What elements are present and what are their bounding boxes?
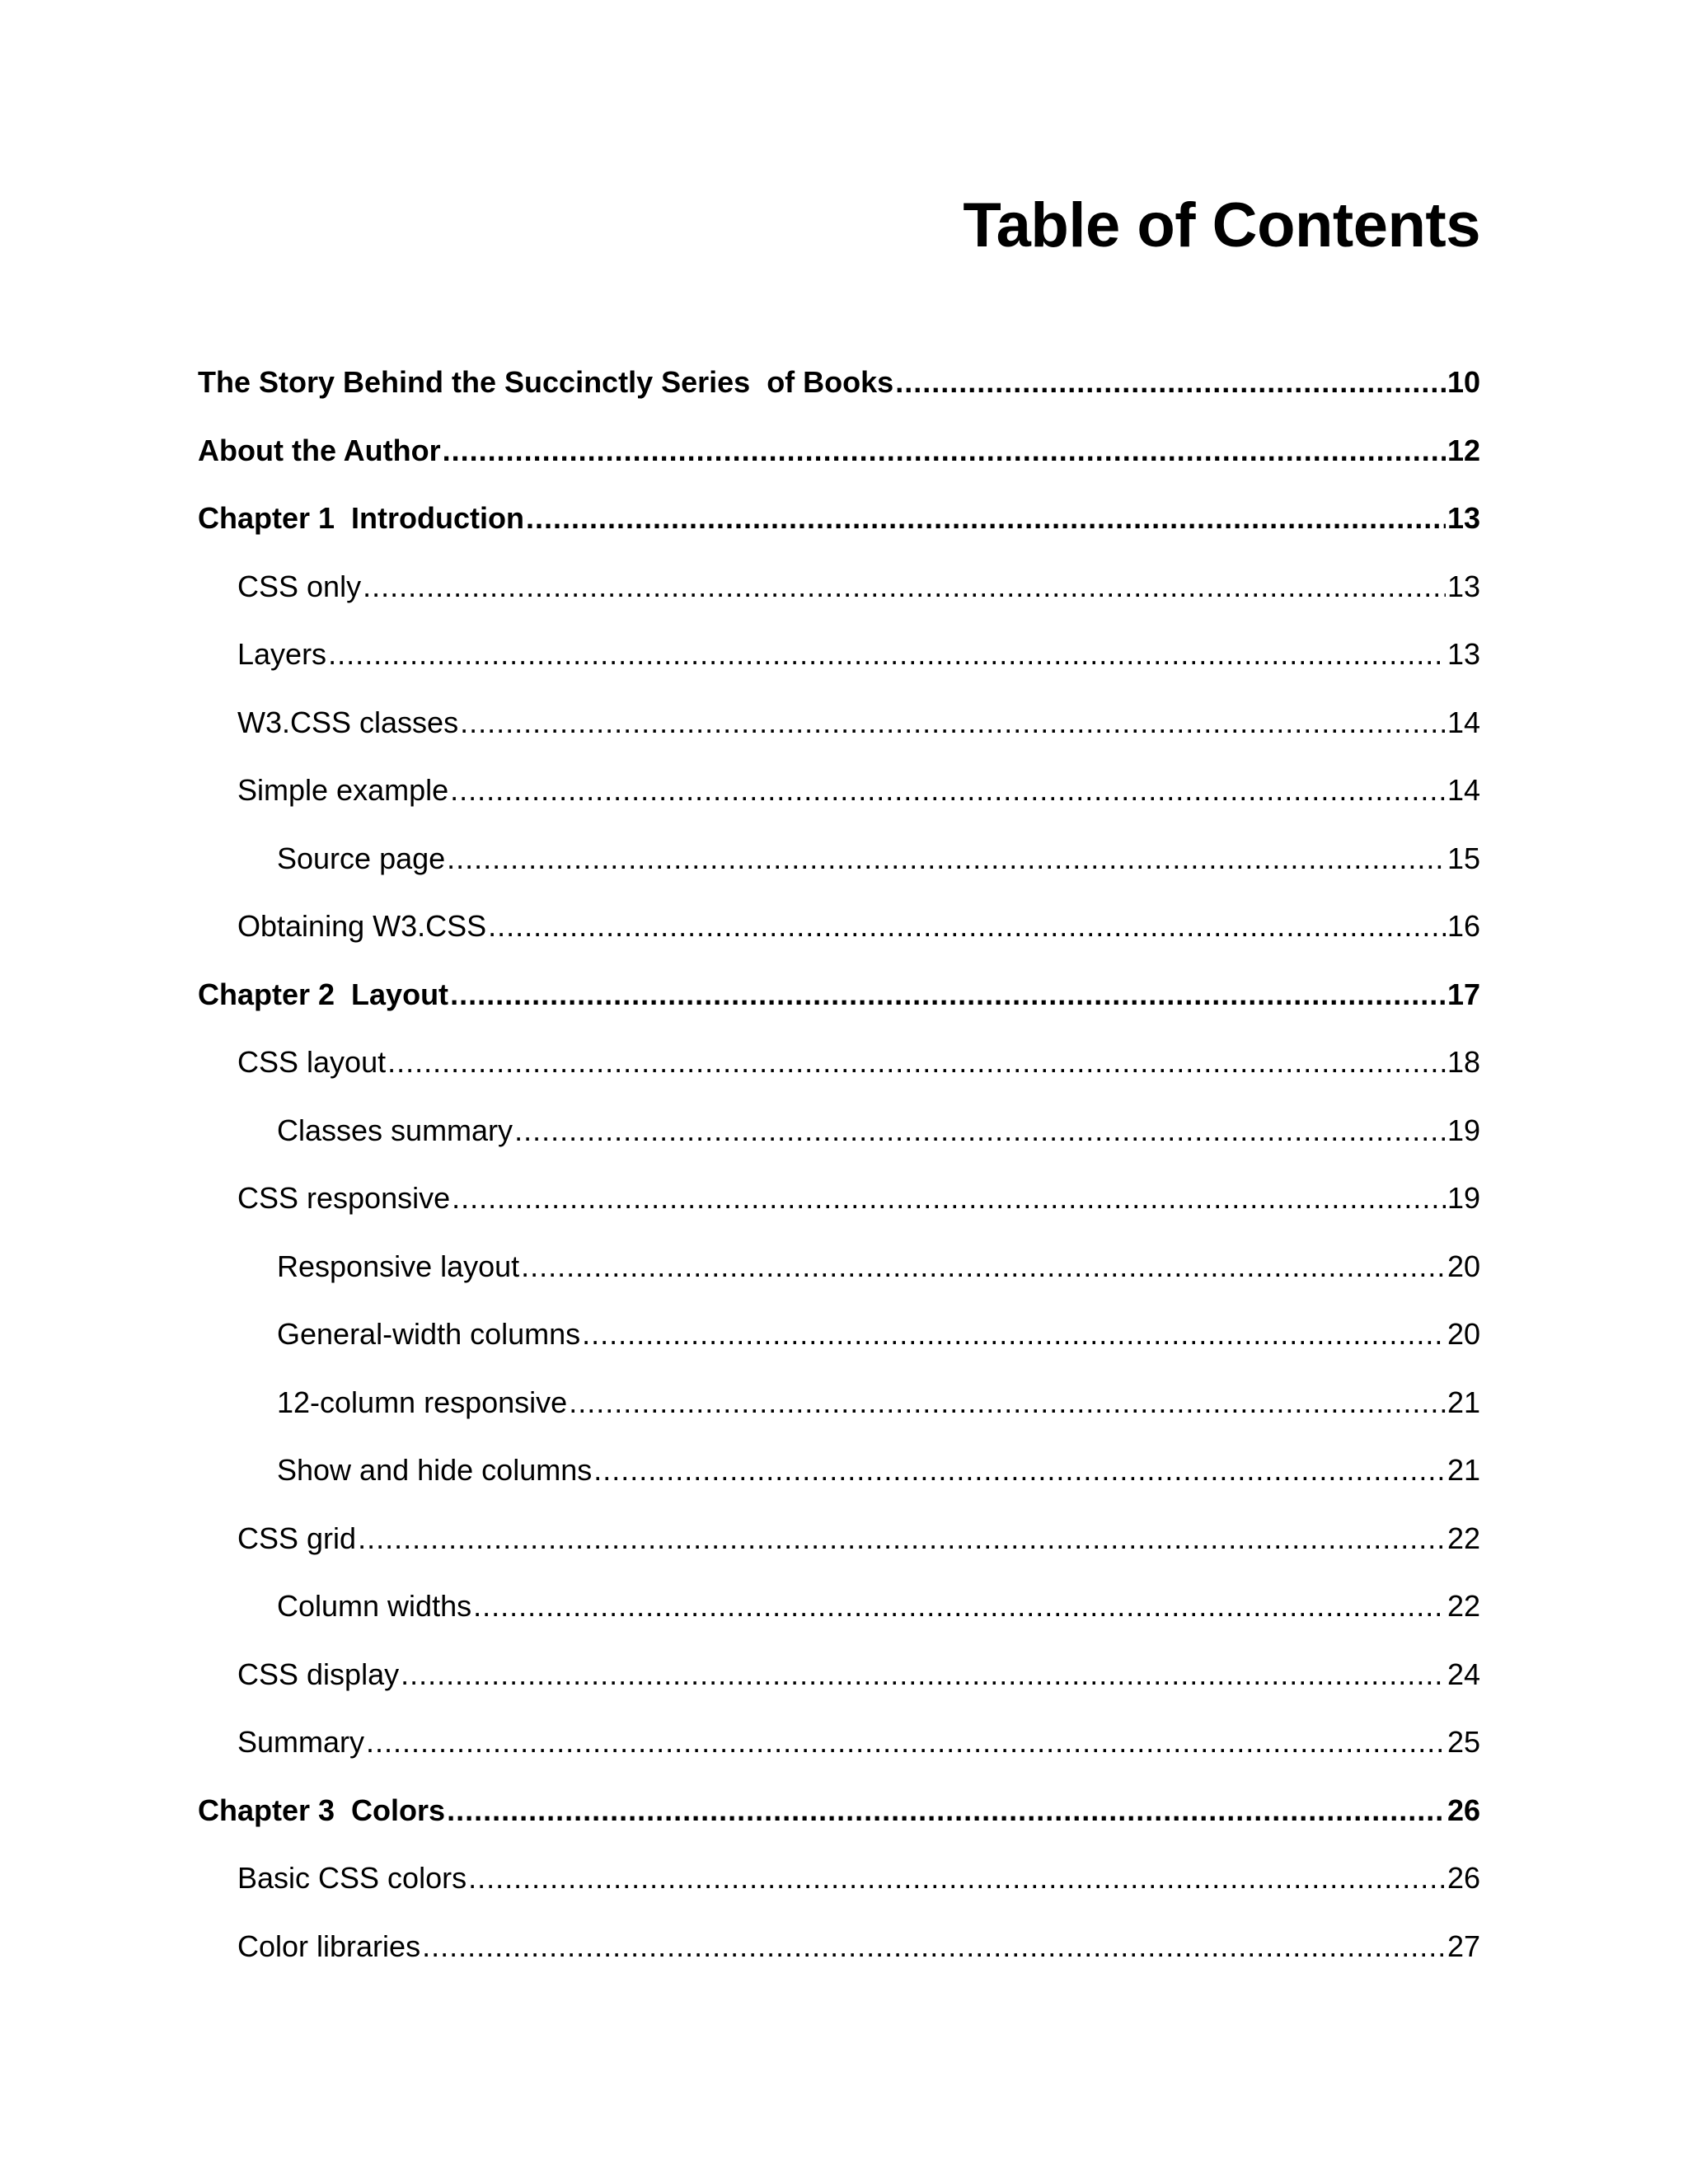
toc-entry-label[interactable]: Show and hide columns: [277, 1453, 593, 1487]
toc-entry-page-number[interactable]: 22: [1447, 1589, 1480, 1623]
toc-entry-label[interactable]: CSS responsive: [237, 1181, 451, 1215]
toc-entry-label[interactable]: Column widths: [277, 1589, 472, 1623]
toc-entry-page-number[interactable]: 25: [1447, 1725, 1480, 1759]
toc-entry-page-number[interactable]: 22: [1447, 1521, 1480, 1555]
toc-entry-page-number[interactable]: 15: [1447, 841, 1480, 875]
toc-entry-page-number[interactable]: 13: [1447, 637, 1480, 671]
dot-leader: [460, 701, 1446, 745]
dot-leader: [366, 1720, 1446, 1765]
dot-leader: [443, 429, 1446, 473]
toc-entry[interactable]: [198, 972, 1480, 1041]
toc-entry-label[interactable]: CSS only: [237, 569, 362, 603]
toc-entry-label[interactable]: Responsive layout: [277, 1249, 520, 1283]
toc-entry-page-number[interactable]: 26: [1447, 1793, 1480, 1827]
toc-entry-page-number[interactable]: 17: [1447, 977, 1480, 1011]
toc-entry[interactable]: [198, 1380, 1480, 1449]
toc-entry[interactable]: [198, 1584, 1480, 1652]
toc-entry-label[interactable]: About the Author: [198, 433, 441, 467]
dot-leader: [593, 1448, 1446, 1493]
toc-entry-label[interactable]: Source page: [277, 841, 446, 875]
toc-entry-label[interactable]: Layers: [237, 637, 327, 671]
toc-entry-label[interactable]: Chapter 1 Introduction: [198, 501, 524, 535]
toc-entry[interactable]: [198, 1040, 1480, 1108]
toc-entry[interactable]: [198, 1448, 1480, 1516]
dot-leader: [447, 1788, 1446, 1833]
dot-leader: [387, 1040, 1446, 1085]
toc-entry[interactable]: [198, 632, 1480, 701]
dot-leader: [447, 837, 1446, 881]
toc-entry-label[interactable]: Color libraries: [237, 1929, 421, 1963]
toc-entry-label[interactable]: Classes summary: [277, 1113, 513, 1147]
dot-leader: [488, 904, 1446, 949]
toc-entry-label[interactable]: CSS grid: [237, 1521, 357, 1555]
toc-entry[interactable]: [198, 837, 1480, 905]
dot-leader: [473, 1584, 1446, 1629]
dot-leader: [450, 972, 1446, 1017]
page-title: Table of Contents: [963, 190, 1480, 260]
toc-entry-page-number[interactable]: 14: [1447, 773, 1480, 807]
toc-entry-page-number[interactable]: 14: [1447, 705, 1480, 739]
dot-leader: [450, 768, 1446, 813]
toc-entry-label[interactable]: Chapter 2 Layout: [198, 977, 449, 1011]
toc-entry[interactable]: [198, 904, 1480, 972]
toc-entry[interactable]: [198, 1176, 1480, 1244]
toc-entry[interactable]: [198, 1788, 1480, 1857]
toc-entry[interactable]: [198, 1652, 1480, 1721]
dot-leader: [514, 1108, 1446, 1153]
toc-entry[interactable]: [198, 1720, 1480, 1788]
toc-entry-label[interactable]: CSS display: [237, 1657, 400, 1691]
toc-entry-label[interactable]: General-width columns: [277, 1317, 581, 1351]
toc-entry-label[interactable]: W3.CSS classes: [237, 705, 459, 739]
toc-entry[interactable]: [198, 429, 1480, 497]
dot-leader: [895, 360, 1446, 405]
dot-leader: [422, 1924, 1446, 1969]
toc-entry-page-number[interactable]: 19: [1447, 1181, 1480, 1215]
toc-entry-page-number[interactable]: 21: [1447, 1453, 1480, 1487]
toc-entry-page-number[interactable]: 13: [1447, 501, 1480, 535]
toc-entry[interactable]: [198, 1244, 1480, 1313]
toc-entry[interactable]: [198, 565, 1480, 633]
toc-entry[interactable]: [198, 1516, 1480, 1585]
toc-entry[interactable]: [198, 1312, 1480, 1380]
toc-entry-label[interactable]: CSS layout: [237, 1045, 387, 1079]
toc-entry-label[interactable]: Simple example: [237, 773, 449, 807]
toc-entry-page-number[interactable]: 24: [1447, 1657, 1480, 1691]
toc-entry-page-number[interactable]: 20: [1447, 1317, 1480, 1351]
toc-entry[interactable]: [198, 360, 1480, 429]
toc-entry-page-number[interactable]: 12: [1447, 433, 1480, 467]
toc-entry-label[interactable]: 12-column responsive: [277, 1385, 568, 1419]
toc-entry[interactable]: [198, 1856, 1480, 1924]
dot-leader: [582, 1312, 1446, 1357]
toc-entry-page-number[interactable]: 20: [1447, 1249, 1480, 1283]
toc-entry-label[interactable]: The Story Behind the Succinctly Series of Books: [198, 365, 894, 399]
toc-entry-label[interactable]: Chapter 3 Colors: [198, 1793, 446, 1827]
toc-entry-label[interactable]: Obtaining W3.CSS: [237, 909, 487, 943]
toc-entry-page-number[interactable]: 18: [1447, 1045, 1480, 1079]
dot-leader: [521, 1244, 1446, 1289]
dot-leader: [569, 1380, 1446, 1425]
dot-leader: [526, 496, 1446, 541]
toc-entry-page-number[interactable]: 21: [1447, 1385, 1480, 1419]
dot-leader: [468, 1856, 1446, 1900]
dot-leader: [358, 1516, 1446, 1561]
toc-entry-page-number[interactable]: 10: [1447, 365, 1480, 399]
toc-list: [198, 360, 1480, 1992]
dot-leader: [328, 632, 1446, 677]
toc-entry-page-number[interactable]: 19: [1447, 1113, 1480, 1147]
toc-entry[interactable]: [198, 1924, 1480, 1993]
dot-leader: [452, 1176, 1446, 1221]
toc-entry-label[interactable]: Basic CSS colors: [237, 1861, 467, 1895]
toc-entry[interactable]: [198, 701, 1480, 769]
toc-entry[interactable]: [198, 768, 1480, 837]
dot-leader: [401, 1652, 1446, 1697]
toc-entry[interactable]: [198, 496, 1480, 565]
toc-entry-label[interactable]: Summary: [237, 1725, 365, 1759]
toc-entry-page-number[interactable]: 26: [1447, 1861, 1480, 1895]
toc-entry[interactable]: [198, 1108, 1480, 1177]
dot-leader: [363, 565, 1446, 609]
toc-entry-page-number[interactable]: 16: [1447, 909, 1480, 943]
toc-entry-page-number[interactable]: 27: [1447, 1929, 1480, 1963]
toc-entry-page-number[interactable]: 13: [1447, 569, 1480, 603]
